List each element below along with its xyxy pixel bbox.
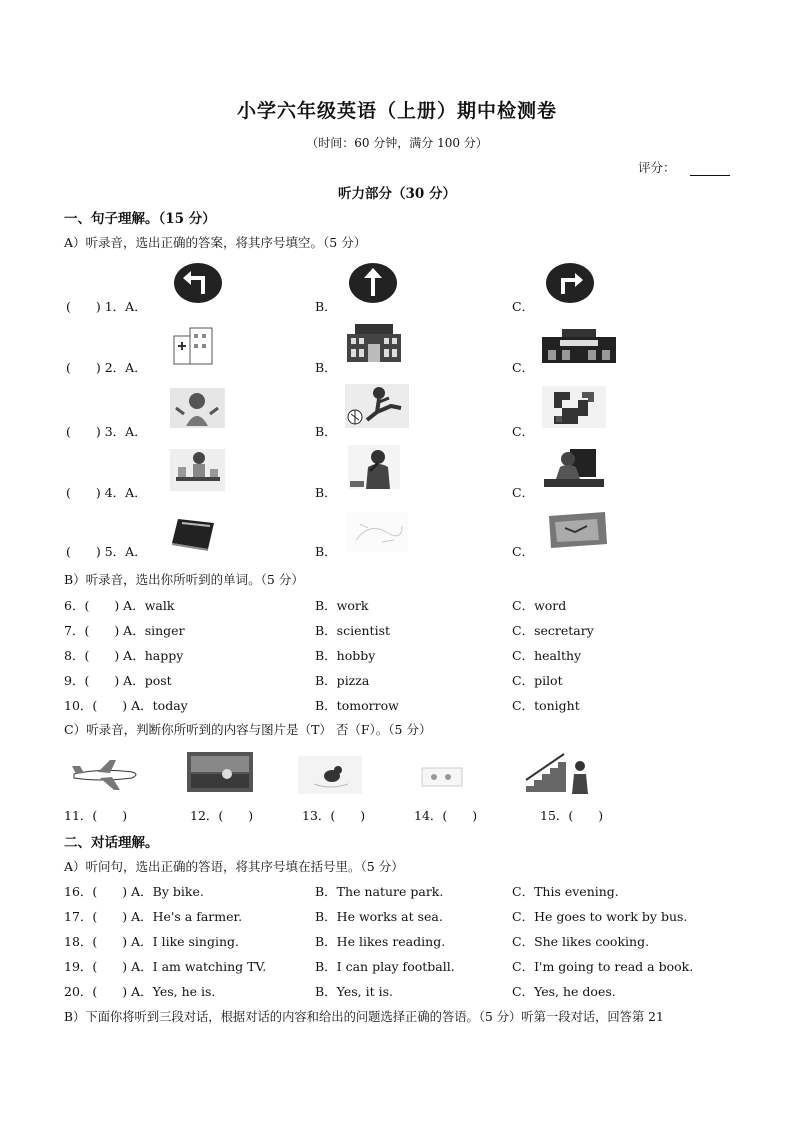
- section2-a-instruction: A）听问句，选出正确的答语，将其序号填在括号里。（5 分）: [64, 859, 404, 874]
- question-4-option-b: B．: [315, 485, 337, 500]
- question-16-option-b: B．The nature park.: [315, 884, 444, 899]
- field-icon: [187, 752, 253, 792]
- bird-icon: [298, 756, 362, 794]
- question-1-option-b: B．: [315, 299, 337, 314]
- question-6-option-b: B．work: [315, 598, 369, 613]
- question-9-option-b: B．pizza: [315, 673, 370, 688]
- turn-right-sign-icon: [545, 262, 595, 304]
- question-17: 17．( ) A．He's a farmer.: [64, 909, 243, 924]
- question-7: 7．( ) A．singer: [64, 623, 185, 638]
- question-4: ( ) 4．A．: [66, 485, 147, 500]
- question-2: ( ) 2．A．: [66, 360, 147, 375]
- question-20-option-b: B．Yes, it is.: [315, 984, 393, 999]
- score-blank[interactable]: [690, 163, 730, 176]
- page-title: 小学六年级英语（上册）期中检测卷: [236, 100, 557, 122]
- question-19: 19．( ) A．I am watching TV.: [64, 959, 267, 974]
- sketch-icon: [346, 512, 408, 552]
- exam-time-info: （时间：60 分钟，满分 100 分）: [306, 136, 488, 150]
- section2-b-instruction: B）下面你将听到三段对话，根据对话的内容和给出的问题选择正确的答语。（5 分）听第一段对话，回答第 21: [64, 1010, 664, 1024]
- question-4-option-c: C．: [512, 485, 535, 500]
- question-5: ( ) 5．A．: [66, 544, 147, 559]
- question-3: ( ) 3．A．: [66, 424, 147, 439]
- question-18-option-c: C．She likes cooking.: [512, 934, 650, 949]
- plane-icon: [70, 756, 142, 792]
- question-12: 12．( ): [190, 808, 254, 823]
- girl-icon: [170, 388, 225, 428]
- question-9: 9．( ) A．post: [64, 673, 172, 688]
- section1-a-instruction: A）听录音，选出正确的答案，将其序号填空。（5 分）: [64, 235, 367, 250]
- hospital-icon: [170, 322, 220, 366]
- score-field: [638, 158, 730, 176]
- question-6: 6．( ) A．walk: [64, 598, 175, 613]
- tray-icon: [418, 762, 466, 792]
- question-1: ( ) 1．A．: [66, 299, 147, 314]
- book-icon: [170, 515, 218, 551]
- question-15: 15．( ): [540, 808, 604, 823]
- map-icon: [545, 510, 609, 550]
- question-9-option-c: C．pilot: [512, 673, 563, 688]
- question-5-option-c: C．: [512, 544, 535, 559]
- section2-heading: 二、对话理解。: [64, 835, 159, 851]
- question-7-option-c: C．secretary: [512, 623, 594, 638]
- question-18: 18．( ) A．I like singing.: [64, 934, 240, 949]
- question-19-option-b: B．I can play football.: [315, 959, 455, 974]
- puzzle-icon: [542, 386, 606, 428]
- question-20-option-c: C．Yes, he does.: [512, 984, 616, 999]
- question-19-option-c: C．I'm going to read a book.: [512, 959, 694, 974]
- question-8-option-b: B．hobby: [315, 648, 376, 663]
- listening-part-title: 听力部分（30 分）: [338, 186, 456, 202]
- section1-c-instruction: C）听录音，判断你所听到的内容与图片是（T） 否（F）。（5 分）: [64, 722, 432, 737]
- question-10-option-b: B．tomorrow: [315, 698, 399, 713]
- question-16: 16．( ) A．By bike.: [64, 884, 204, 899]
- teacher-icon: [170, 449, 225, 491]
- stairs-icon: [524, 750, 596, 794]
- question-2-option-b: B．: [315, 360, 337, 375]
- question-13: 13．( ): [302, 808, 366, 823]
- turn-left-sign-icon: [173, 262, 223, 304]
- question-20: 20．( ) A．Yes, he is.: [64, 984, 216, 999]
- section1-heading: 一、句子理解。（15 分）: [64, 211, 216, 227]
- question-10-option-c: C．tonight: [512, 698, 580, 713]
- question-18-option-b: B．He likes reading.: [315, 934, 446, 949]
- score-label: 评分：: [638, 160, 676, 175]
- question-10: 10．( ) A．today: [64, 698, 188, 713]
- question-17-option-b: B．He works at sea.: [315, 909, 443, 924]
- boy-football-icon: [345, 384, 409, 428]
- go-straight-sign-icon: [348, 262, 398, 304]
- man-icon: [348, 445, 400, 489]
- section1-b-instruction: B）听录音，选出你所听到的单词。（5 分）: [64, 572, 304, 587]
- question-2-option-c: C．: [512, 360, 535, 375]
- question-8-option-c: C．healthy: [512, 648, 582, 663]
- question-6-option-c: C．word: [512, 598, 567, 613]
- cinema-icon: [540, 327, 618, 365]
- question-17-option-c: C．He goes to work by bus.: [512, 909, 688, 924]
- question-16-option-c: C．This evening.: [512, 884, 619, 899]
- question-1-option-c: C．: [512, 299, 535, 314]
- question-7-option-b: B．scientist: [315, 623, 391, 638]
- question-3-option-c: C．: [512, 424, 535, 439]
- question-11: 11．( ): [64, 808, 128, 823]
- question-5-option-b: B．: [315, 544, 337, 559]
- man-desk-icon: [542, 447, 606, 489]
- question-3-option-b: B．: [315, 424, 337, 439]
- question-8: 8．( ) A．happy: [64, 648, 184, 663]
- building-icon: [345, 322, 403, 364]
- question-14: 14．( ): [414, 808, 478, 823]
